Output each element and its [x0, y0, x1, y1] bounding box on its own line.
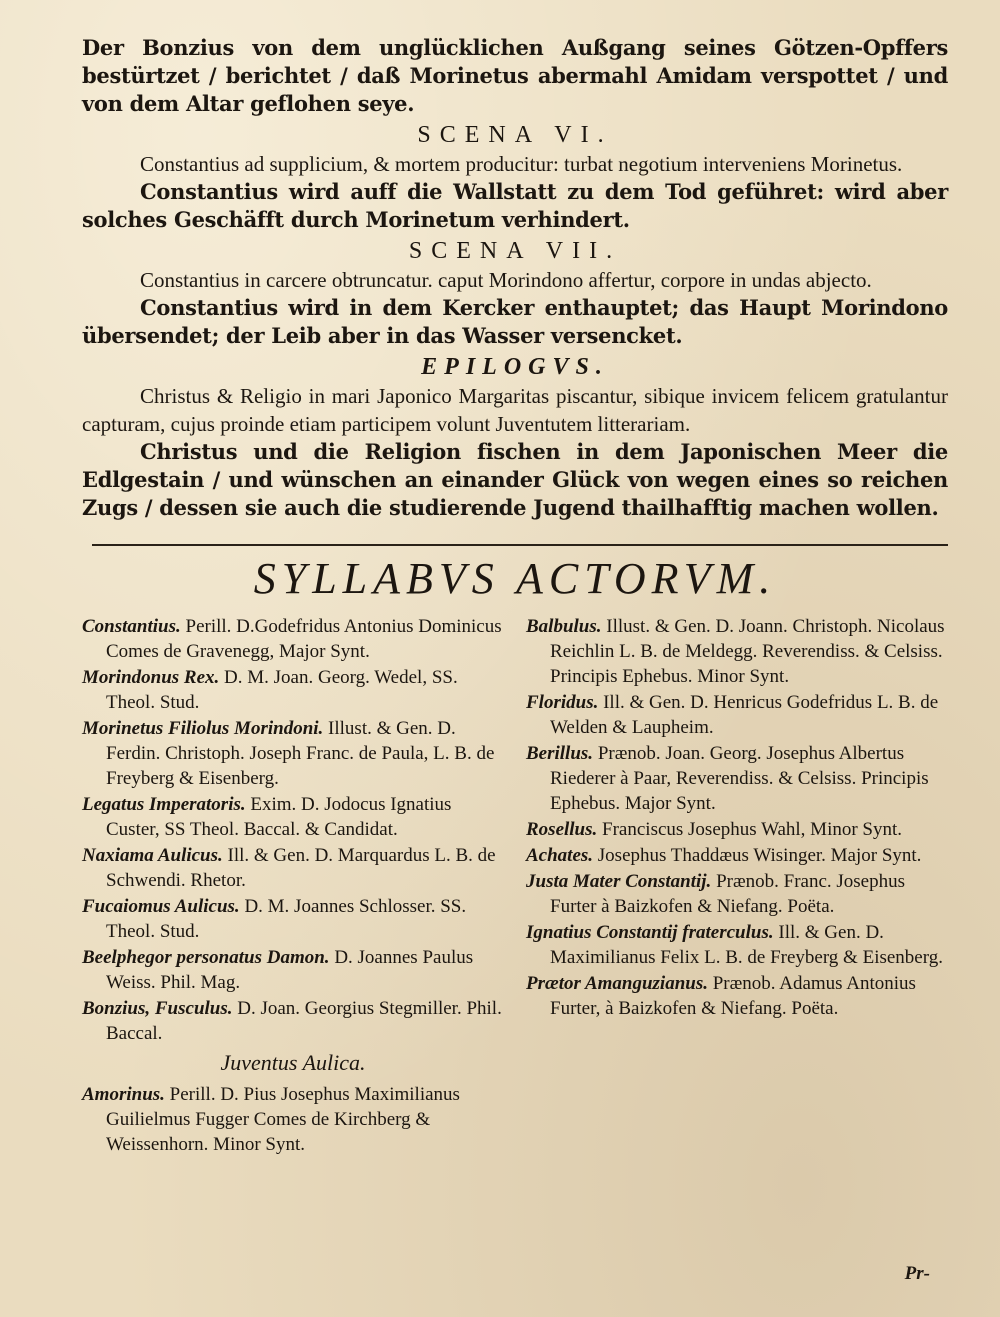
cast-entry	[82, 843, 504, 893]
cast-actor: D. Joannes Paulus Weiss. Phil. Mag.	[106, 947, 474, 993]
cast-entry	[82, 665, 504, 715]
cast-actor: Perill. D.Godefridus Antonius Dominicus Comes de Gravenegg, Major Synt.	[106, 616, 502, 662]
cast-role: Prætor Amanguzianus.	[526, 973, 708, 994]
juventus-aulica-heading: Juventus Aulica.	[220, 1050, 366, 1075]
cast-role: Berillus.	[526, 743, 594, 764]
cast-entry	[526, 843, 948, 868]
cast-actor: D. M. Joannes Schlosser. SS. Theol. Stud.	[106, 896, 467, 942]
cast-actor: Illust. & Gen. D. Joann. Christoph. Nicolaus Reichlin L. B. de Meldegg. Reverendiss. & Celsiss. Principis Ephebus. Minor Synt.	[550, 616, 945, 687]
cast-column-right	[526, 614, 948, 1158]
bonzius-report-german: Der Bonzius von dem unglücklichen Außgang seines Götzen-Opffers bestürtzet / berichtet / daß Morinetus abermahl Amidam verspottet / und von dem Altar geflohen seye.	[82, 35, 948, 116]
cast-actor: Prænob. Franc. Josephus Furter à Baizkofen & Niefang. Poëta.	[550, 871, 906, 917]
epilogus-german: Christus und die Religion fischen in dem Japonischen Meer die Edlgestain / und wünschen an einander Glück von wegen eines so reichen Zugs / dessen sie auch die studierende Jugend thailhafftig machen wollen.	[82, 439, 948, 520]
cast-column-left	[82, 614, 504, 1158]
cast-actor: Ill. & Gen. D. Maximilianus Felix L. B. de Freyberg & Eisenberg.	[550, 922, 943, 968]
cast-entry	[82, 792, 504, 842]
cast-actor: Ill. & Gen. D. Henricus Godefridus L. B. de Welden & Laupheim.	[550, 692, 939, 738]
scena-7-german: Constantius wird in dem Kercker enthauptet; das Haupt Morindono übersendet; der Leib aber in das Wasser versencket.	[82, 295, 948, 348]
scena-6-heading: SCENA VI.	[417, 122, 613, 148]
cast-role: Fucaiomus Aulicus.	[82, 896, 240, 917]
cast-list	[82, 614, 948, 1158]
cast-role: Achates.	[526, 845, 594, 866]
cast-role: Ignatius Constantij fraterculus.	[526, 922, 774, 943]
scena-6-latin: Constantius ad supplicium, & mortem producitur: turbat negotium interveniens Morinetus.	[140, 152, 903, 176]
cast-role: Balbulus.	[526, 616, 602, 637]
cast-role: Constantius.	[82, 616, 181, 637]
cast-entry	[526, 920, 948, 970]
cast-entry	[526, 971, 948, 1021]
section-divider	[92, 544, 948, 546]
cast-role: Naxiama Aulicus.	[82, 845, 223, 866]
cast-role: Floridus.	[526, 692, 599, 713]
cast-role: Bonzius, Fusculus.	[82, 998, 233, 1019]
cast-actor: Franciscus Josephus Wahl, Minor Synt.	[602, 819, 903, 840]
epilogus-latin: Christus & Religio in mari Japonico Margaritas piscantur, sibique invicem felicem gratulantur capturam, cujus proinde etiam participem volunt Juventutem litterariam.	[82, 384, 948, 436]
cast-entry	[82, 614, 504, 664]
cast-entry	[526, 690, 948, 740]
cast-entry	[82, 894, 504, 944]
cast-entry	[82, 996, 504, 1046]
cast-actor: Josephus Thaddæus Wisinger. Major Synt.	[597, 845, 922, 866]
cast-actor: Ill. & Gen. D. Marquardus L. B. de Schwendi. Rhetor.	[106, 845, 496, 891]
cast-role: Morinetus Filiolus Morindoni.	[82, 718, 324, 739]
cast-entry	[526, 741, 948, 816]
cast-role: Justa Mater Constantij.	[526, 871, 712, 892]
cast-entry	[82, 716, 504, 791]
cast-entry	[526, 869, 948, 919]
catchword: Pr-	[904, 1263, 930, 1284]
cast-actor: D. M. Joan. Georg. Wedel, SS. Theol. Stud.	[106, 667, 458, 713]
cast-actor: Prænob. Joan. Georg. Josephus Albertus Riederer à Paar, Reverendiss. & Celsiss. Principis Ephebus. Major Synt.	[550, 743, 929, 814]
cast-role: Legatus Imperatoris.	[82, 794, 246, 815]
cast-role: Beelphegor personatus Damon.	[82, 947, 330, 968]
cast-entry	[82, 945, 504, 995]
cast-actor: Exim. D. Jodocus Ignatius Custer, SS Theol. Baccal. & Candidat.	[106, 794, 452, 840]
cast-entry	[526, 614, 948, 689]
cast-actor: Illust. & Gen. D. Ferdin. Christoph. Joseph Franc. de Paula, L. B. de Freyberg & Eisenberg.	[106, 718, 495, 789]
cast-actor: D. Joan. Georgius Stegmiller. Phil. Baccal.	[106, 998, 502, 1044]
cast-role: Morindonus Rex.	[82, 667, 220, 688]
epilogus-heading: EPILOGVS.	[421, 354, 609, 380]
cast-entry	[82, 1082, 504, 1157]
cast-role: Rosellus.	[526, 819, 598, 840]
cast-role: Amorinus.	[82, 1084, 165, 1105]
syllabus-title: SYLLABVS ACTORVM.	[253, 554, 777, 603]
cast-entry	[526, 817, 948, 842]
scena-7-heading: SCENA VII.	[408, 238, 622, 264]
scena-6-german: Constantius wird auff die Wallstatt zu dem Tod geführet: wird aber solches Geschäfft durch Morinetum verhindert.	[82, 179, 948, 232]
cast-actor: Prænob. Adamus Antonius Furter, à Baizkofen & Niefang. Poëta.	[550, 973, 916, 1019]
cast-actor: Perill. D. Pius Josephus Maximilianus Guilielmus Fugger Comes de Kirchberg & Weissenhorn. Minor Synt.	[106, 1084, 460, 1155]
scena-7-latin: Constantius in carcere obtruncatur. caput Morindono affertur, corpore in undas abjecto.	[140, 268, 872, 292]
